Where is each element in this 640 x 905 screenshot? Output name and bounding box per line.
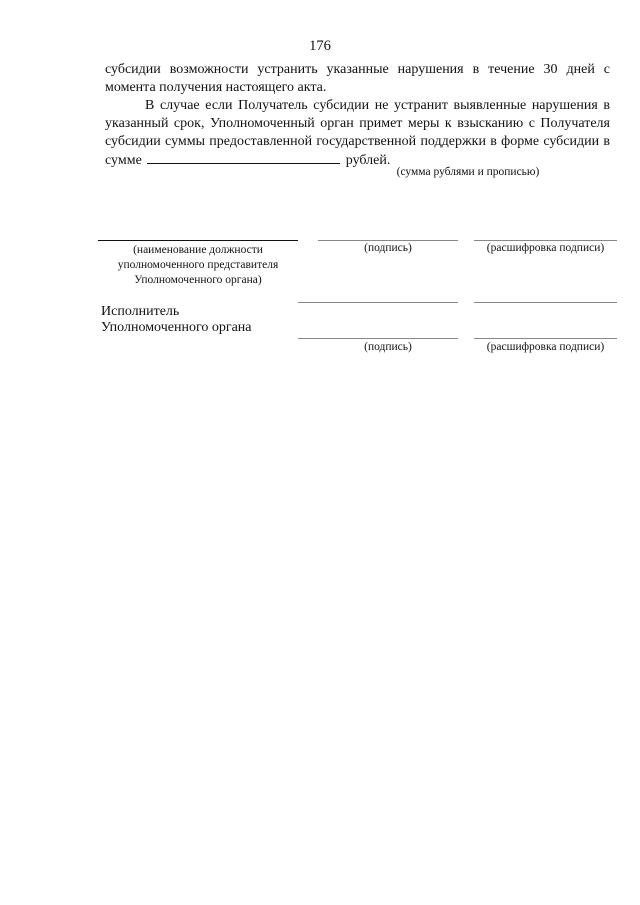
decoding-hint-2: (расшифровка подписи) [486, 341, 605, 353]
signature-hint-2: (подпись) [364, 341, 412, 353]
sum-blank [147, 151, 340, 164]
currency-word: рублей. [345, 153, 391, 168]
sum-hint: (сумма рублями и прописью) [396, 166, 540, 178]
paragraph-recovery-text: В случае если Получатель субсидии не устранит выявленные нарушения в указанный срок, Уполномоченный орган примет меры к взысканию с Получателя субсидии суммы предоставленной государственной поддержки в форме субсидии в сумме [105, 98, 610, 168]
position-hint: (наименование должности уполномоченного представителя Уполномоченного органа) [117, 244, 279, 286]
executor-line-1: Исполнитель [101, 304, 180, 319]
signature-hint-1: (подпись) [364, 242, 412, 254]
signature-line-2 [298, 338, 458, 339]
paragraph-deadline: субсидии возможности устранить указанные нарушения в течение 30 дней с момента получения настоящего акта. [105, 62, 610, 95]
executor-upper-line-2 [474, 302, 617, 303]
executor-label [101, 304, 252, 336]
decoding-hint-1: (расшифровка подписи) [486, 242, 605, 254]
executor-upper-line-1 [298, 302, 458, 303]
executor-line-2: Уполномоченного органа [101, 320, 252, 335]
position-line [98, 240, 298, 241]
decoding-line-2 [474, 338, 617, 339]
paragraph-recovery [105, 97, 610, 170]
page-number: 176 [309, 38, 331, 54]
